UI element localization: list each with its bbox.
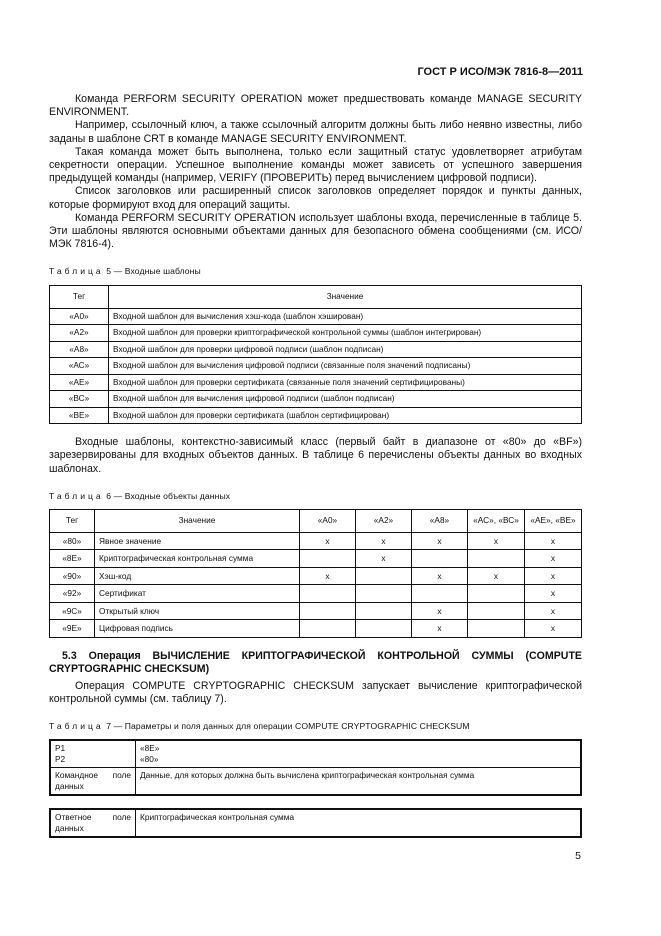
cell-tag: «А2»: [50, 325, 109, 342]
cell-params: [50, 740, 136, 768]
cell: x: [300, 532, 356, 550]
cell: Открытый ключ: [95, 602, 300, 620]
cell: [468, 585, 525, 603]
cell: x: [525, 620, 582, 638]
cell: [356, 567, 412, 585]
cell: «8Е»: [50, 550, 95, 568]
col-header: «А0»: [300, 509, 356, 532]
table-row: [50, 325, 582, 342]
p2-label: P2: [55, 753, 66, 764]
cell-resp-value: Криптографическая контрольная сумма: [136, 809, 582, 837]
cell: «9С»: [50, 602, 95, 620]
cell: Сертификат: [95, 585, 300, 603]
paragraph: Команда PERFORM SECURITY OPERATION использует шаблоны входа, перечисленные в таблице 5. Эти шаблоны являются основными объектами данных для безопасного обмена сообщениями (см. ИСО/МЭК 7816-4).: [49, 211, 582, 251]
table-row: [50, 550, 582, 568]
table-row: [50, 567, 582, 585]
cell: x: [412, 567, 468, 585]
cell-tag: «ВС»: [50, 391, 109, 408]
paragraph: Операция COMPUTE CRYPTOGRAPHIC CHECKSUM запускает вычисление криптографической контрольной суммы (см. таблицу 7).: [49, 679, 582, 706]
cell: x: [300, 567, 356, 585]
cell: x: [412, 602, 468, 620]
col-header-tag: Тег: [50, 285, 109, 308]
section-heading: 5.3 Операция ВЫЧИСЛЕНИЕ КРИПТОГРАФИЧЕСКОЙ КОНТРОЛЬНОЙ СУММЫ (COMPUTE CRYPTOGRAPHIC CHECKSUM): [49, 649, 582, 675]
cell: x: [525, 532, 582, 550]
table7-caption: [49, 720, 582, 733]
cell-tag: «А0»: [50, 308, 109, 325]
table-row: [50, 602, 582, 620]
cell-resp-label: Ответное поле данных: [50, 809, 136, 837]
cell-value: Входной шаблон для проверки цифровой подписи (шаблон подписан): [109, 341, 582, 358]
cell: [468, 550, 525, 568]
paragraph: Список заголовков или расширенный список заголовков определяет порядок и пункты данных, которые формируют вход для операций защиты.: [49, 185, 582, 211]
page-number: 5: [575, 850, 581, 862]
cell-cmd-value: Данные, для которых должна быть вычислена криптографическая контрольная сумма: [136, 767, 582, 795]
cell: «80»: [50, 532, 95, 550]
paragraph: Команда PERFORM SECURITY OPERATION может предшествовать команде MANAGE SECURITY ENVIRONMENT.: [49, 93, 582, 119]
table-row: [50, 358, 582, 375]
table-row: [50, 374, 582, 391]
table-row: [50, 740, 581, 768]
cell-value: Входной шаблон для вычисления цифровой подписи (связанные поля значений подписаны): [109, 358, 582, 375]
col-header: Тег: [50, 509, 95, 532]
paragraph: Входные шаблоны, контекстно-зависимый класс (первый байт в диапазоне от «80» до «BF») зарезервированы для входных объектов данных. В таблице 6 перечислены объекты данных во входных шаблонах.: [49, 436, 582, 475]
table-row: [50, 620, 582, 638]
caption-text: 7 — Параметры и поля данных для операции COMPUTE CRYPTOGRAPHIC CHECKSUM: [106, 721, 470, 732]
p1-label: P1: [55, 742, 66, 753]
table-header-row: [50, 509, 582, 532]
cell: [300, 585, 356, 603]
table-row: [50, 391, 582, 408]
cell: x: [356, 550, 412, 568]
cell: x: [468, 567, 525, 585]
cell: Явное значение: [95, 532, 300, 550]
col-header-value: Значение: [109, 285, 582, 308]
cell: x: [356, 532, 412, 550]
table-row: [50, 407, 582, 424]
cell-tag: «АЕ»: [50, 374, 109, 391]
cell: [300, 602, 356, 620]
table-7: [49, 739, 582, 796]
cell: x: [525, 567, 582, 585]
table-6: [49, 509, 582, 638]
cell: «90»: [50, 567, 95, 585]
cell: [468, 620, 525, 638]
table-header-row: [50, 285, 582, 308]
cell: Цифровая подпись: [95, 620, 300, 638]
caption-label: Таблица: [49, 490, 104, 501]
cell: [412, 585, 468, 603]
cell: [356, 585, 412, 603]
cell: Хэш-код: [95, 567, 300, 585]
paragraph: Например, ссылочный ключ, а также ссылочный алгоритм должны быть либо неявно известны, либо заданы в шаблоне CRT в команде MANAGE SECURITY ENVIRONMENT.: [49, 119, 582, 145]
table-row: [50, 809, 581, 837]
cell-param-values: [136, 740, 582, 768]
table6-caption: [49, 490, 582, 503]
cell: x: [525, 585, 582, 603]
cell: x: [412, 532, 468, 550]
cell-value: Входной шаблон для проверки сертификата (связанные поля значений сертифицированы): [109, 374, 582, 391]
table-row: [50, 341, 582, 358]
cell: x: [468, 532, 525, 550]
cell: [300, 620, 356, 638]
cell: [468, 602, 525, 620]
cell: [412, 550, 468, 568]
p2-value: «80»: [140, 753, 159, 764]
cell: x: [412, 620, 468, 638]
col-header: «АЕ», «ВЕ»: [525, 509, 582, 532]
cell: x: [525, 602, 582, 620]
cell: [300, 550, 356, 568]
col-header: «АС», «ВС»: [468, 509, 525, 532]
table-5: [49, 285, 582, 425]
cell-cmd-label: Командное поле данных: [50, 767, 136, 795]
cell-tag: «А8»: [50, 341, 109, 358]
cell: Криптографическая контрольная сумма: [95, 550, 300, 568]
cell: [356, 620, 412, 638]
col-header: Значение: [95, 509, 300, 532]
cell: «9Е»: [50, 620, 95, 638]
table-row: [50, 767, 581, 795]
col-header: «А2»: [356, 509, 412, 532]
cell-value: Входной шаблон для проверки сертификата (шаблон сертифицирован): [109, 407, 582, 424]
table-7-response: [49, 808, 582, 838]
table-row: [50, 532, 582, 550]
cell: «92»: [50, 585, 95, 603]
table-row: [50, 308, 582, 325]
body-content: [49, 93, 582, 838]
cell: x: [525, 550, 582, 568]
cell: [356, 602, 412, 620]
table5-caption: [49, 265, 582, 278]
caption-text: 5 — Входные шаблоны: [106, 266, 201, 277]
cell-tag: «ВЕ»: [50, 407, 109, 424]
table-row: [50, 585, 582, 603]
document-header: ГОСТ Р ИСО/МЭК 7816-8—2011: [417, 66, 583, 78]
cell-value: Входной шаблон для вычисления цифровой подписи (шаблон подписан): [109, 391, 582, 408]
cell-value: Входной шаблон для вычисления хэш-кода (шаблон хэширован): [109, 308, 582, 325]
caption-text: 6 — Входные объекты данных: [106, 490, 231, 501]
paragraph: Такая команда может быть выполнена, только если защитный статус удовлетворяет атрибутам секретности операции. Успешное выполнение команды может зависеть от успешного завершения предыдущей команды (например, VERIFY (ПРОВЕРИТЬ) перед вычислением цифровой подписи).: [49, 145, 582, 185]
cell-value: Входной шаблон для проверки криптографической контрольной суммы (шаблон интегрирован): [109, 325, 582, 342]
col-header: «А8»: [412, 509, 468, 532]
p1-value: «8Е»: [140, 742, 160, 753]
caption-label: Таблица: [49, 266, 104, 277]
caption-label: Таблица: [49, 721, 104, 732]
cell-tag: «АС»: [50, 358, 109, 375]
